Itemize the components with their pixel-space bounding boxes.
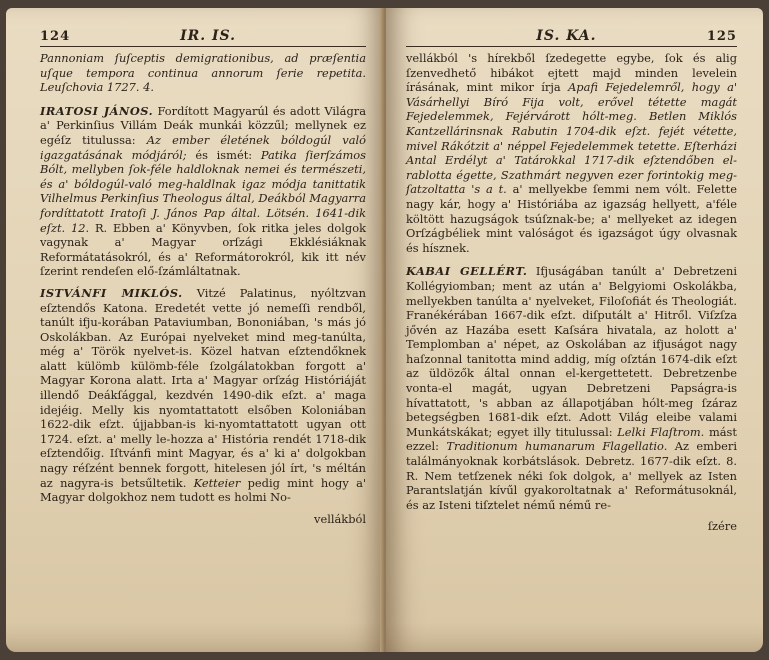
paragraph (40, 104, 366, 279)
entry-heading: ISTVÁNFI MIKLÓS. (40, 285, 183, 300)
right-page (386, 8, 763, 652)
paragraph (406, 51, 737, 255)
right-catchword: ſzére (707, 519, 737, 534)
text-segment: a' mellyekbe ſemmi nem vólt. Felette nagy kár, hogy a' Históriába az igazság hellyett, a'féle költött hazugságok tsúſznak-be; a' mellyeket az idegen Orſzágbéliek mint valóságot és igazságot úgy olvasnak és hísznek. (406, 182, 737, 255)
left-page-number: 124 (40, 29, 71, 44)
text-segment: Az emberi találmányoknak korbátslások. Debretz. 1677-dik eſzt. 8. R. Nem tetſzenek néki ſok dolgok, a' mellyek az Isten Parantslatján kívűl gyakoroltatnak a' Reformátusoknál, és az Isteni tiſztelet némű némű re- (406, 439, 737, 512)
left-page-shadow (6, 622, 384, 652)
text-segment: Ifjuságában tanúlt a' Debretzeni Kollégyiomban; ment az után a' Belgyiomi Oskolákba, mellyekben tanúlta a' nyelveket, Filoſofiát és Theologiát. Franékérában 1667-dik eſzt. diſputált a' Hitről. Viſzſza jővén az Hazába esett Kaſsára hivatala, az holott a' Templomban a' népet, az Oskolában az ifjuságot nagy haſzonnal tanitotta mind addig, míg oſztán 1674-dik eſzt az üldözők által onnan el-kergettetett. Debretzenbe vonta-el magát, ugyan Debretzeni Papságra-is hívattatott, 's abban az állapotjában hólt-meg ſzáraz betegségben 1681-dik eſzt. Adott Világ eleibe valami Munkátskákat; egyet illy titulussal: (406, 264, 737, 439)
text-segment: Vitzé Palatinus, nyóltzvan eſztendős Katona. Eredetét vette jó nemeſſi rendből, tanúlt ifju-korában Pataviumban, Bononiában, 's más jó Oskolákban. Az Európai nyelveket mind meg-tanúlta, még a' Török nyelvet-is. Közel hatvan eſztendőknek alatt külömb külömb-féle ſzolgálatokban forgott a' Magyar Korona alatt. Irta a' Magyar orſzág Históriáját illendő Deákſággal, kezdvén 1490-dik eſzt. a' maga idejéig. Melly kis nyomtattatott elsőben Koloniában 1622-dik eſzt. újjabban-is ki-nyomtattatott ugyan ott 1724. eſzt. a' melly le-hozza a' História rendét 1718-dik eſztendőig. Iſtvánfi mint Magyar, és a' ki a' dolgokban nagy réſzént bennek forgott, hitelesen jól írt, 's méltán az nagyra-is betsűltetik. (40, 285, 366, 490)
text-segment: vellákból 's hírekből ſzedegette egybe, ſok és alig ſzenvedhető hibákot ejtett majd minden levelein írásának, mint mikor írja (406, 51, 737, 95)
text-segment: Fordított Magyarúl és adott Világra a' Perkinſius Villám Deák munkái közzűl; mellynek ez egéſz titulussa: (40, 103, 366, 147)
left-page-header (40, 28, 366, 47)
text-segment: Traditionum humanarum Flagellatio. (446, 439, 668, 454)
text-segment: R. Ebben a' Könyvben, ſok ritka jeles dolgok vagynak a' Magyar orſzági Ekklésiáknak Reformátatásokról, és a' Reformátorokról, kik itt név ſzerint rendeſen elő-ſzámláltatnak. (40, 220, 366, 279)
text-segment: Ketteier (193, 475, 241, 490)
right-running-head: IS. KA. (536, 28, 597, 44)
text-segment: Patika ſierſzámos Bólt, mellyben ſok-féle haldloknak nemei és természeti, és a' bóldogúl-való meg-haldlnak igaz módja tanittatik Vilhelmus Perkinſius Theologus által, Deákból Magyarra fordíttatott Iratoſi J. János Pap által. Lötsén. 1641-dik eſzt. 12. (40, 147, 366, 235)
text-segment: pedig mint hogy a' Magyar dolgokhoz nem tudott es holmi No- (40, 475, 366, 505)
text-segment: mást ezzel: (406, 424, 737, 454)
entry-heading: KABAI GELLÉRT. (406, 264, 528, 279)
text-segment: Apafi Fejedelemről, hogy a' Vásárhellyi Bíró Fija volt, erővel tétette magát Fejedelemmek, Fejérvárott hólt-meg. Betlen Miklós Kantzellárinsnak Rabutin 1704-dik eſzt. fejét vétette, mivel Rákótzit a' néppel Fejedelemmek tetette. Eſterházi Antal Erdélyt a' Tatárokkal 1717-dik eſztendőben el-rablotta égette, Szathmárt negyven ezer forintokig meg-ſatzoltatta 's a t. (406, 80, 737, 197)
right-page-shadow (386, 622, 763, 652)
left-running-head: IR. IS. (180, 28, 237, 44)
right-page-text (406, 51, 737, 512)
text-segment: Lelki Flaſtrom. (617, 424, 705, 439)
right-page-header (406, 28, 737, 47)
left-page-text (40, 51, 366, 505)
paragraph (40, 51, 366, 95)
left-catchword: vellákból (314, 511, 366, 526)
entry-heading: IRATOSI JÁNOS. (40, 103, 154, 118)
text-segment: Az ember életének bóldogúl való igazgatásának módjáról; (40, 132, 366, 162)
left-page (6, 8, 384, 652)
paragraph (406, 264, 737, 512)
text-segment: Pannoniam ſuſceptis demigrationibus, ad præſentia uſque tempora continua annorum ſerie repetita. Leuſchovia 1727. 4. (40, 51, 366, 95)
right-page-number: 125 (706, 29, 737, 44)
text-segment: és ismét: (186, 147, 261, 162)
paragraph (40, 286, 366, 505)
